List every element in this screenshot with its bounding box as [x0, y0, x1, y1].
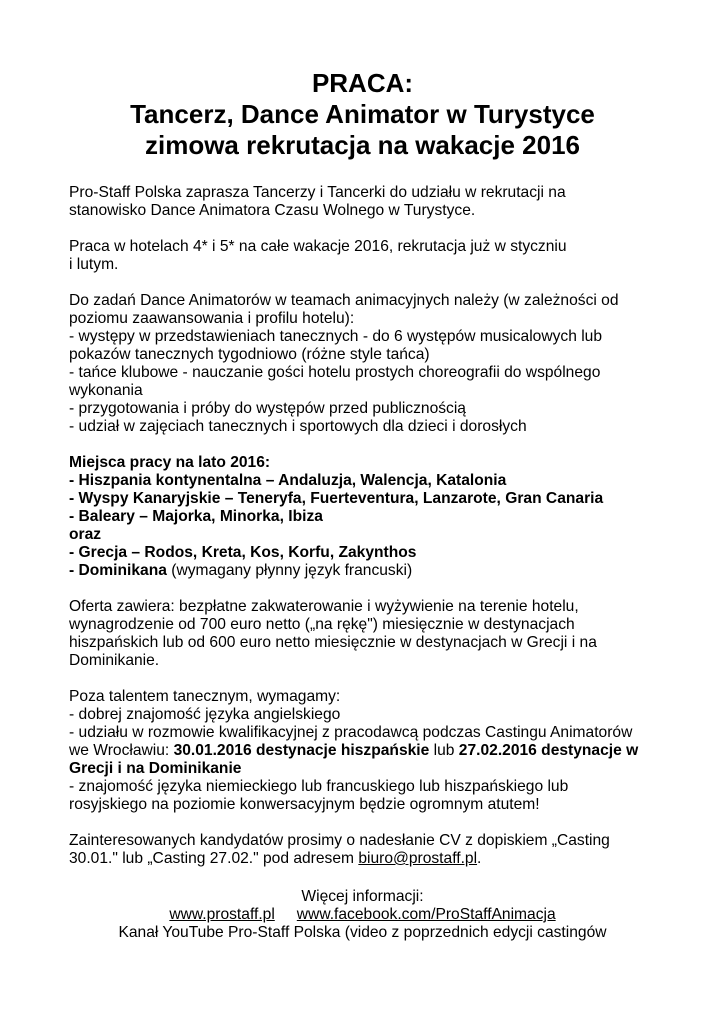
document-body [69, 184, 669, 886]
requirements-line: - udziału w rozmowie kwalifikacyjnej z pracodawcą podczas Castingu Animatorów [69, 724, 633, 741]
requirements-line: rosyjskiego na poziomie konwersacyjnym będzie ogromnym atutem! [69, 796, 540, 813]
places-item: - Baleary – Majorka, Minorka, Ibiza [69, 508, 323, 525]
tasks-line: - tańce klubowe - nauczanie gości hotelu prostych choreografii do wspólnego [69, 364, 601, 381]
places-item: - Grecja – Rodos, Kreta, Kos, Korfu, Zakynthos [69, 544, 417, 561]
footer [0, 888, 725, 942]
offer-paragraph [69, 598, 669, 670]
page-title [0, 68, 725, 161]
requirements-line: Grecji i na Dominikanie [69, 760, 242, 777]
offer-line: Oferta zawiera: bezpłatne zakwaterowanie i wyżywienie na terenie hotelu, [69, 598, 579, 615]
tasks-line: wykonania [69, 382, 143, 399]
places-heading: Miejsca pracy na lato 2016: [69, 454, 271, 471]
work-paragraph [69, 238, 669, 274]
places-item-note: (wymagany płynny język francuski) [166, 562, 413, 579]
requirements-line: - dobrej znajomość języka angielskiego [69, 706, 341, 723]
places-item: - Wyspy Kanaryjskie – Teneryfa, Fuerteventura, Lanzarote, Gran Canaria [69, 490, 604, 507]
email-link[interactable]: biuro@prostaff.pl [358, 850, 478, 867]
requirements-line [69, 742, 669, 760]
requirements-text: we Wrocławiu: [69, 742, 174, 759]
youtube-info: Kanał YouTube Pro-Staff Polska (video z poprzednich edycji castingów [118, 924, 607, 941]
offer-line: Dominikanie. [69, 652, 160, 669]
tasks-line: - występy w przedstawieniach tanecznych - do 6 występów musicalowych lub [69, 328, 603, 345]
places-item-bold: - Dominikana [69, 562, 167, 579]
website-link[interactable]: www.prostaff.pl [169, 906, 275, 923]
work-line: Praca w hotelach 4* i 5* na całe wakacje 2016, rekrutacja już w styczniu [69, 238, 567, 255]
requirements-paragraph [69, 688, 669, 814]
casting-date-greece: 27.02.2016 destynacje w [458, 742, 639, 759]
requirements-line: - znajomość języka niemieckiego lub francuskiego lub hiszpańskiego lub [69, 778, 569, 795]
offer-line: wynagrodzenie od 700 euro netto („na rękę") miesięcznie w destynacjach [69, 616, 575, 633]
places-paragraph [69, 454, 669, 580]
tasks-line: poziomu zaawansowania i profilu hotelu): [69, 310, 355, 327]
facebook-link[interactable]: www.facebook.com/ProStaffAnimacja [296, 906, 556, 923]
places-item: - Hiszpania kontynentalna – Andaluzja, Walencja, Katalonia [69, 472, 507, 489]
tasks-line: pokazów tanecznych tygodniowo (różne style tańca) [69, 346, 430, 363]
intro-paragraph [69, 184, 669, 220]
title-line-1: PRACA: [311, 68, 414, 98]
contact-paragraph [69, 832, 669, 868]
contact-line: Zainteresowanych kandydatów prosimy o nadesłanie CV z dopiskiem „Casting [69, 832, 610, 849]
work-line: i lutym. [69, 256, 119, 273]
tasks-line: - przygotowania i próby do występów przed publicznością [69, 400, 466, 417]
offer-line: hiszpańskich lub od 600 euro netto miesięcznie w destynacjach w Grecji i na [69, 634, 597, 651]
tasks-line: Do zadań Dance Animatorów w teamach animacyjnych należy (w zależności od [69, 292, 619, 309]
places-oraz: oraz [69, 526, 102, 543]
tasks-line: - udział w zajęciach tanecznych i sportowych dla dzieci i dorosłych [69, 418, 527, 435]
intro-line: stanowisko Dance Animatora Czasu Wolnego w Turystyce. [69, 202, 476, 219]
title-line-3: zimowa rekrutacja na wakacje 2016 [144, 130, 581, 160]
intro-line: Pro-Staff Polska zaprasza Tancerzy i Tancerki do udziału w rekrutacji na [69, 184, 566, 201]
contact-line [69, 850, 669, 868]
title-line-2: Tancerz, Dance Animator w Turystyce [130, 99, 595, 129]
requirements-line: Poza talentem tanecznym, wymagamy: [69, 688, 341, 705]
casting-date-spain: 30.01.2016 destynacje hiszpańskie [173, 742, 430, 759]
requirements-text: lub [429, 742, 459, 759]
footer-links [0, 906, 725, 924]
contact-text: 30.01." lub „Casting 27.02." pod adresem [69, 850, 359, 867]
contact-text: . [477, 850, 482, 867]
more-info-label: Więcej informacji: [301, 888, 424, 905]
tasks-paragraph [69, 292, 669, 436]
places-item [69, 562, 669, 580]
